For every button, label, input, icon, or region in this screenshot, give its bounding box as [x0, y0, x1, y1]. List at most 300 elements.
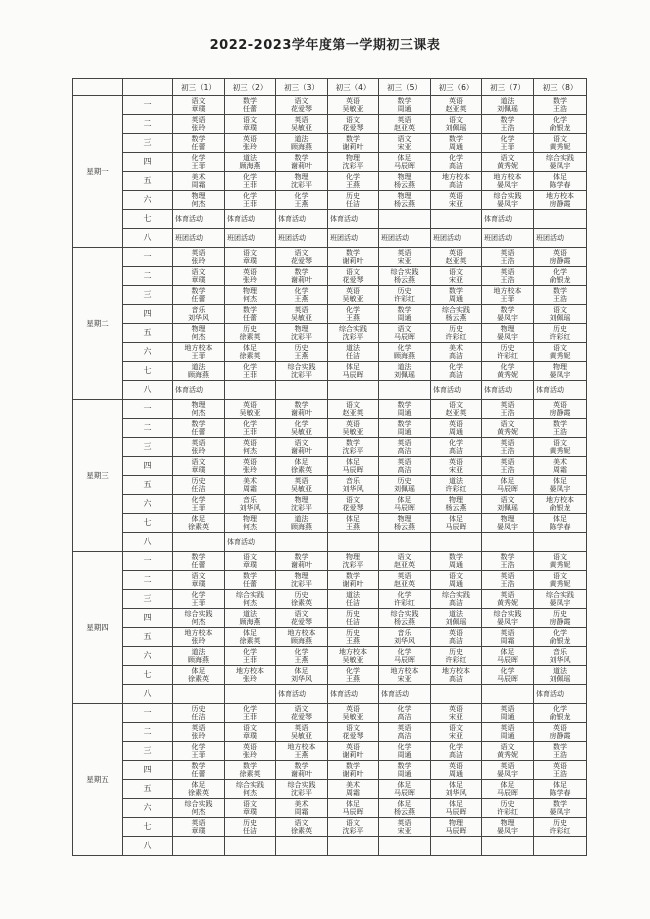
period-label: 七	[123, 818, 173, 837]
teacher-name: 房静霞	[549, 409, 571, 417]
class-cell	[431, 723, 482, 742]
class-cell	[482, 780, 534, 799]
subject-name: 物理	[243, 287, 257, 295]
subject-name: 语文	[243, 800, 257, 808]
class-cell	[482, 210, 534, 229]
teacher-name: 马辰晖	[394, 333, 415, 341]
table-row	[73, 590, 587, 609]
class-cell	[276, 476, 328, 495]
class-cell	[276, 704, 328, 723]
subject-name: 体足	[346, 800, 360, 808]
table-row	[73, 552, 587, 571]
teacher-name: 何杰	[191, 409, 206, 417]
class-cell	[431, 780, 482, 799]
subject-name: 英语	[500, 705, 515, 713]
subject-name: 语文	[294, 97, 309, 105]
subject-name: 地方校本	[493, 173, 522, 181]
teacher-name: 刘佩瑶	[445, 124, 467, 132]
subject-name: 道法	[397, 363, 412, 371]
header-class-5: 初三（5）	[379, 79, 431, 96]
subject-name: 物理	[346, 154, 360, 162]
subject-name: 化学	[449, 743, 463, 751]
class-cell	[276, 742, 328, 761]
class-cell	[534, 191, 587, 210]
teacher-name: 张玲	[191, 257, 206, 265]
class-cell	[276, 343, 328, 362]
subject-name: 物理	[500, 819, 515, 827]
teacher-name: 周通	[449, 580, 463, 588]
subject-name: 数学	[243, 306, 257, 314]
subject-name: 语文	[346, 819, 360, 827]
subject-name: 英语	[191, 439, 206, 447]
class-cell	[482, 685, 534, 704]
subject-name: 英语	[191, 116, 206, 124]
teacher-name: 周霜	[191, 181, 206, 189]
class-cell	[482, 704, 534, 723]
teacher-name: 王菲	[243, 656, 257, 664]
class-cell	[379, 761, 431, 780]
class-cell	[482, 96, 534, 115]
class-cell	[534, 571, 587, 590]
subject-name: 语文	[449, 724, 463, 732]
teacher-name: 王菲	[243, 200, 257, 208]
class-cell	[431, 191, 482, 210]
subject-name: 英语	[500, 249, 515, 257]
teacher-name: 陈学春	[549, 181, 571, 189]
subject-name: 化学	[500, 363, 515, 371]
activity-name: 体育活动	[536, 690, 564, 698]
class-cell	[328, 780, 379, 799]
teacher-name: 晏凤宇	[549, 485, 571, 493]
class-cell	[173, 305, 225, 324]
subject-name: 化学	[294, 192, 309, 200]
class-cell	[534, 533, 587, 552]
class-cell	[431, 837, 482, 856]
period-label: 五	[123, 780, 173, 799]
subject-name: 体足	[449, 800, 463, 808]
subject-name: 历史	[346, 629, 360, 637]
class-cell	[534, 552, 587, 571]
teacher-name: 周通	[397, 770, 412, 778]
teacher-name: 王燕	[346, 637, 360, 645]
subject-name: 语文	[243, 116, 257, 124]
subject-name: 化学	[346, 667, 360, 675]
teacher-name: 周通	[449, 295, 463, 303]
subject-name: 综合实践	[287, 363, 316, 371]
class-cell	[379, 305, 431, 324]
class-cell	[431, 609, 482, 628]
activity-name: 班团活动	[433, 234, 461, 242]
teacher-name: 宋亚	[397, 675, 412, 683]
class-cell	[534, 666, 587, 685]
table-row	[73, 647, 587, 666]
class-cell	[328, 742, 379, 761]
class-cell	[431, 590, 482, 609]
class-cell	[328, 818, 379, 837]
period-label: 三	[123, 742, 173, 761]
teacher-name: 刘佩瑶	[394, 485, 415, 493]
period-label: 五	[123, 172, 173, 191]
class-cell	[379, 381, 431, 400]
header-period-blank	[123, 79, 173, 96]
class-cell	[534, 628, 587, 647]
teacher-name: 花爱琴	[291, 105, 312, 113]
table-row	[73, 609, 587, 628]
teacher-name: 杨云燕	[394, 200, 415, 208]
teacher-name: 王菲	[243, 713, 257, 721]
teacher-name: 徐素英	[188, 523, 209, 531]
teacher-name: 黄秀妮	[549, 352, 571, 360]
subject-name: 美术	[553, 458, 567, 466]
table-row	[73, 837, 587, 856]
class-cell	[225, 381, 276, 400]
class-cell	[534, 229, 587, 248]
class-cell	[225, 324, 276, 343]
subject-name: 历史	[500, 800, 515, 808]
subject-name: 历史	[294, 344, 309, 352]
subject-name: 化学	[500, 135, 515, 143]
class-cell	[431, 419, 482, 438]
subject-name: 物理	[397, 192, 412, 200]
teacher-name: 刘佩瑶	[549, 675, 571, 683]
teacher-name: 沈彩平	[291, 580, 312, 588]
class-cell	[276, 248, 328, 267]
class-cell	[276, 324, 328, 343]
header-day-blank	[73, 79, 123, 96]
class-cell	[431, 248, 482, 267]
subject-name: 化学	[243, 420, 257, 428]
class-cell	[482, 153, 534, 172]
class-cell	[328, 552, 379, 571]
class-cell	[276, 780, 328, 799]
subject-name: 数学	[500, 306, 515, 314]
period-label: 七	[123, 514, 173, 533]
teacher-name: 吴敏亚	[342, 713, 364, 721]
teacher-name: 吴敏亚	[291, 428, 312, 436]
table-row	[73, 248, 587, 267]
activity-name: 体育活动	[175, 215, 203, 223]
table-row	[73, 134, 587, 153]
subject-name: 语文	[397, 325, 412, 333]
teacher-name: 许彩红	[549, 333, 571, 341]
subject-name: 语文	[294, 819, 309, 827]
teacher-name: 俞银龙	[549, 276, 571, 284]
teacher-name: 王菲	[500, 143, 515, 151]
class-cell	[431, 172, 482, 191]
subject-name: 化学	[500, 667, 515, 675]
subject-name: 语文	[553, 135, 567, 143]
teacher-name: 王燕	[346, 314, 360, 322]
subject-name: 体足	[397, 781, 412, 789]
class-cell	[276, 666, 328, 685]
teacher-name: 刘华风	[549, 656, 571, 664]
class-cell	[276, 438, 328, 457]
teacher-name: 晏凤宇	[497, 618, 518, 626]
teacher-name: 黄秀妮	[497, 751, 518, 759]
subject-name: 数学	[243, 97, 257, 105]
class-cell	[328, 286, 379, 305]
teacher-name: 王菲	[191, 751, 206, 759]
teacher-name: 周霜	[294, 808, 309, 816]
subject-name: 体足	[294, 667, 309, 675]
table-row	[73, 400, 587, 419]
header-class-4: 初三（4）	[328, 79, 379, 96]
teacher-name: 赵亚英	[394, 561, 415, 569]
subject-name: 综合实践	[236, 781, 264, 789]
subject-name: 化学	[397, 591, 412, 599]
teacher-name: 许彩红	[445, 333, 467, 341]
subject-name: 数学	[294, 268, 309, 276]
class-cell	[482, 476, 534, 495]
teacher-name: 任蕾	[191, 561, 206, 569]
subject-name: 历史	[553, 325, 567, 333]
subject-name: 语文	[449, 401, 463, 409]
class-cell	[225, 305, 276, 324]
class-cell	[482, 609, 534, 628]
teacher-name: 何杰	[191, 333, 206, 341]
subject-name: 历史	[243, 819, 257, 827]
class-cell	[328, 723, 379, 742]
class-cell	[276, 457, 328, 476]
subject-name: 地方校本	[339, 648, 367, 656]
teacher-name: 晏凤宇	[549, 599, 571, 607]
subject-name: 英语	[449, 762, 463, 770]
class-cell	[534, 343, 587, 362]
activity-name: 班团活动	[381, 234, 409, 242]
subject-name: 音乐	[553, 648, 567, 656]
teacher-name: 王浩	[500, 276, 515, 284]
subject-name: 数学	[294, 154, 309, 162]
teacher-name: 任洁	[346, 618, 360, 626]
teacher-name: 周通	[449, 428, 463, 436]
class-cell	[173, 742, 225, 761]
subject-name: 物理	[397, 173, 412, 181]
class-cell	[225, 628, 276, 647]
teacher-name: 王浩	[500, 447, 515, 455]
class-cell	[173, 343, 225, 362]
period-label: 二	[123, 115, 173, 134]
teacher-name: 赵亚英	[445, 257, 467, 265]
class-cell	[173, 267, 225, 286]
subject-name: 音乐	[243, 496, 257, 504]
teacher-name: 任蕾	[191, 770, 206, 778]
subject-name: 历史	[243, 325, 257, 333]
class-cell	[328, 685, 379, 704]
activity-name: 班团活动	[484, 234, 512, 242]
activity-name: 体育活动	[330, 215, 358, 223]
teacher-name: 谢莉叶	[291, 409, 312, 417]
class-cell	[173, 818, 225, 837]
subject-name: 数学	[500, 553, 515, 561]
class-cell	[276, 818, 328, 837]
teacher-name: 沈彩平	[291, 371, 312, 379]
class-cell	[328, 267, 379, 286]
teacher-name: 任蕾	[243, 580, 257, 588]
class-cell	[328, 305, 379, 324]
teacher-name: 赵亚英	[445, 105, 467, 113]
subject-name: 英语	[449, 458, 463, 466]
activity-name: 体育活动	[433, 386, 461, 394]
teacher-name: 王菲	[191, 504, 206, 512]
header-class-6: 初三（6）	[431, 79, 482, 96]
class-cell	[276, 495, 328, 514]
teacher-name: 马辰晖	[445, 827, 467, 835]
teacher-name: 谢莉叶	[342, 257, 364, 265]
teacher-name: 王菲	[191, 599, 206, 607]
subject-name: 体足	[397, 154, 412, 162]
teacher-name: 杨云燕	[394, 181, 415, 189]
subject-name: 化学	[397, 648, 412, 656]
subject-name: 化学	[294, 420, 309, 428]
teacher-name: 任洁	[191, 713, 206, 721]
header-class-2: 初三（2）	[225, 79, 276, 96]
class-cell	[534, 172, 587, 191]
class-cell	[379, 324, 431, 343]
teacher-name: 沈彩平	[291, 789, 312, 797]
teacher-name: 章璞	[191, 105, 206, 113]
teacher-name: 马辰晖	[342, 466, 364, 474]
teacher-name: 刘佩瑶	[497, 105, 518, 113]
class-cell	[431, 267, 482, 286]
subject-name: 物理	[294, 173, 309, 181]
teacher-name: 谢莉叶	[291, 276, 312, 284]
class-cell	[276, 590, 328, 609]
period-label: 八	[123, 685, 173, 704]
class-cell	[276, 134, 328, 153]
subject-name: 体足	[243, 629, 257, 637]
subject-name: 物理	[346, 553, 360, 561]
table-row	[73, 723, 587, 742]
subject-name: 语文	[191, 458, 206, 466]
subject-name: 物理	[294, 325, 309, 333]
subject-name: 数学	[500, 116, 515, 124]
class-cell	[482, 571, 534, 590]
table-row	[73, 305, 587, 324]
teacher-name: 晏凤宇	[549, 162, 571, 170]
subject-name: 美术	[191, 173, 206, 181]
class-cell	[225, 780, 276, 799]
teacher-name: 高洁	[449, 751, 463, 759]
activity-name: 体育活动	[484, 386, 512, 394]
period-label: 五	[123, 476, 173, 495]
class-cell	[534, 457, 587, 476]
subject-name: 体足	[553, 477, 567, 485]
class-cell	[328, 609, 379, 628]
class-cell	[328, 172, 379, 191]
teacher-name: 王浩	[500, 561, 515, 569]
class-cell	[225, 96, 276, 115]
subject-name: 道法	[449, 610, 463, 618]
teacher-name: 刘华风	[445, 789, 467, 797]
teacher-name: 沈彩平	[342, 162, 364, 170]
teacher-name: 顾海燕	[239, 162, 261, 170]
subject-name: 英语	[449, 192, 463, 200]
subject-name: 化学	[449, 154, 463, 162]
class-cell	[276, 628, 328, 647]
teacher-name: 吴敏亚	[342, 656, 364, 664]
class-cell	[328, 115, 379, 134]
class-cell	[328, 837, 379, 856]
teacher-name: 王燕	[346, 181, 360, 189]
table-row	[73, 457, 587, 476]
subject-name: 数学	[191, 287, 206, 295]
class-cell	[431, 115, 482, 134]
teacher-name: 张玲	[243, 466, 257, 474]
subject-name: 英语	[500, 401, 515, 409]
subject-name: 语文	[449, 572, 463, 580]
class-cell	[534, 609, 587, 628]
teacher-name: 赵亚英	[394, 124, 415, 132]
class-cell	[431, 96, 482, 115]
subject-name: 语文	[191, 268, 206, 276]
class-cell	[225, 799, 276, 818]
teacher-name: 任洁	[346, 599, 360, 607]
teacher-name: 吴敏亚	[291, 732, 312, 740]
teacher-name: 高洁	[449, 637, 463, 645]
class-cell	[276, 799, 328, 818]
class-cell	[482, 172, 534, 191]
subject-name: 体足	[191, 781, 206, 789]
teacher-name: 王燕	[294, 352, 309, 360]
subject-name: 综合实践	[493, 192, 522, 200]
subject-name: 化学	[553, 629, 567, 637]
subject-name: 英语	[500, 458, 515, 466]
class-cell	[173, 362, 225, 381]
class-cell	[276, 191, 328, 210]
subject-name: 化学	[294, 648, 309, 656]
subject-name: 英语	[294, 116, 309, 124]
subject-name: 体足	[553, 515, 567, 523]
class-cell	[379, 495, 431, 514]
class-cell	[276, 153, 328, 172]
class-cell	[173, 191, 225, 210]
class-cell	[225, 571, 276, 590]
teacher-name: 任洁	[191, 485, 206, 493]
teacher-name: 吴敏亚	[291, 124, 312, 132]
subject-name: 英语	[500, 724, 515, 732]
subject-name: 英语	[397, 819, 412, 827]
class-cell	[225, 704, 276, 723]
class-cell	[379, 267, 431, 286]
subject-name: 历史	[397, 477, 412, 485]
subject-name: 历史	[294, 591, 309, 599]
subject-name: 音乐	[191, 306, 206, 314]
period-label: 四	[123, 305, 173, 324]
class-cell	[431, 343, 482, 362]
teacher-name: 晏凤宇	[497, 181, 518, 189]
subject-name: 地方校本	[236, 667, 264, 675]
teacher-name: 花爱琴	[342, 124, 364, 132]
class-cell	[379, 476, 431, 495]
teacher-name: 徐素英	[291, 827, 312, 835]
teacher-name: 黄秀妮	[549, 143, 571, 151]
class-cell	[482, 343, 534, 362]
class-cell	[328, 438, 379, 457]
subject-name: 英语	[191, 819, 206, 827]
class-cell	[225, 552, 276, 571]
teacher-name: 高洁	[397, 447, 412, 455]
class-cell	[534, 267, 587, 286]
teacher-name: 任洁	[243, 827, 257, 835]
teacher-name: 章璞	[243, 124, 257, 132]
subject-name: 数学	[449, 135, 463, 143]
class-cell	[482, 248, 534, 267]
teacher-name: 宋亚	[449, 732, 463, 740]
table-row	[73, 229, 587, 248]
period-label: 七	[123, 666, 173, 685]
table-row	[73, 533, 587, 552]
class-cell	[173, 210, 225, 229]
